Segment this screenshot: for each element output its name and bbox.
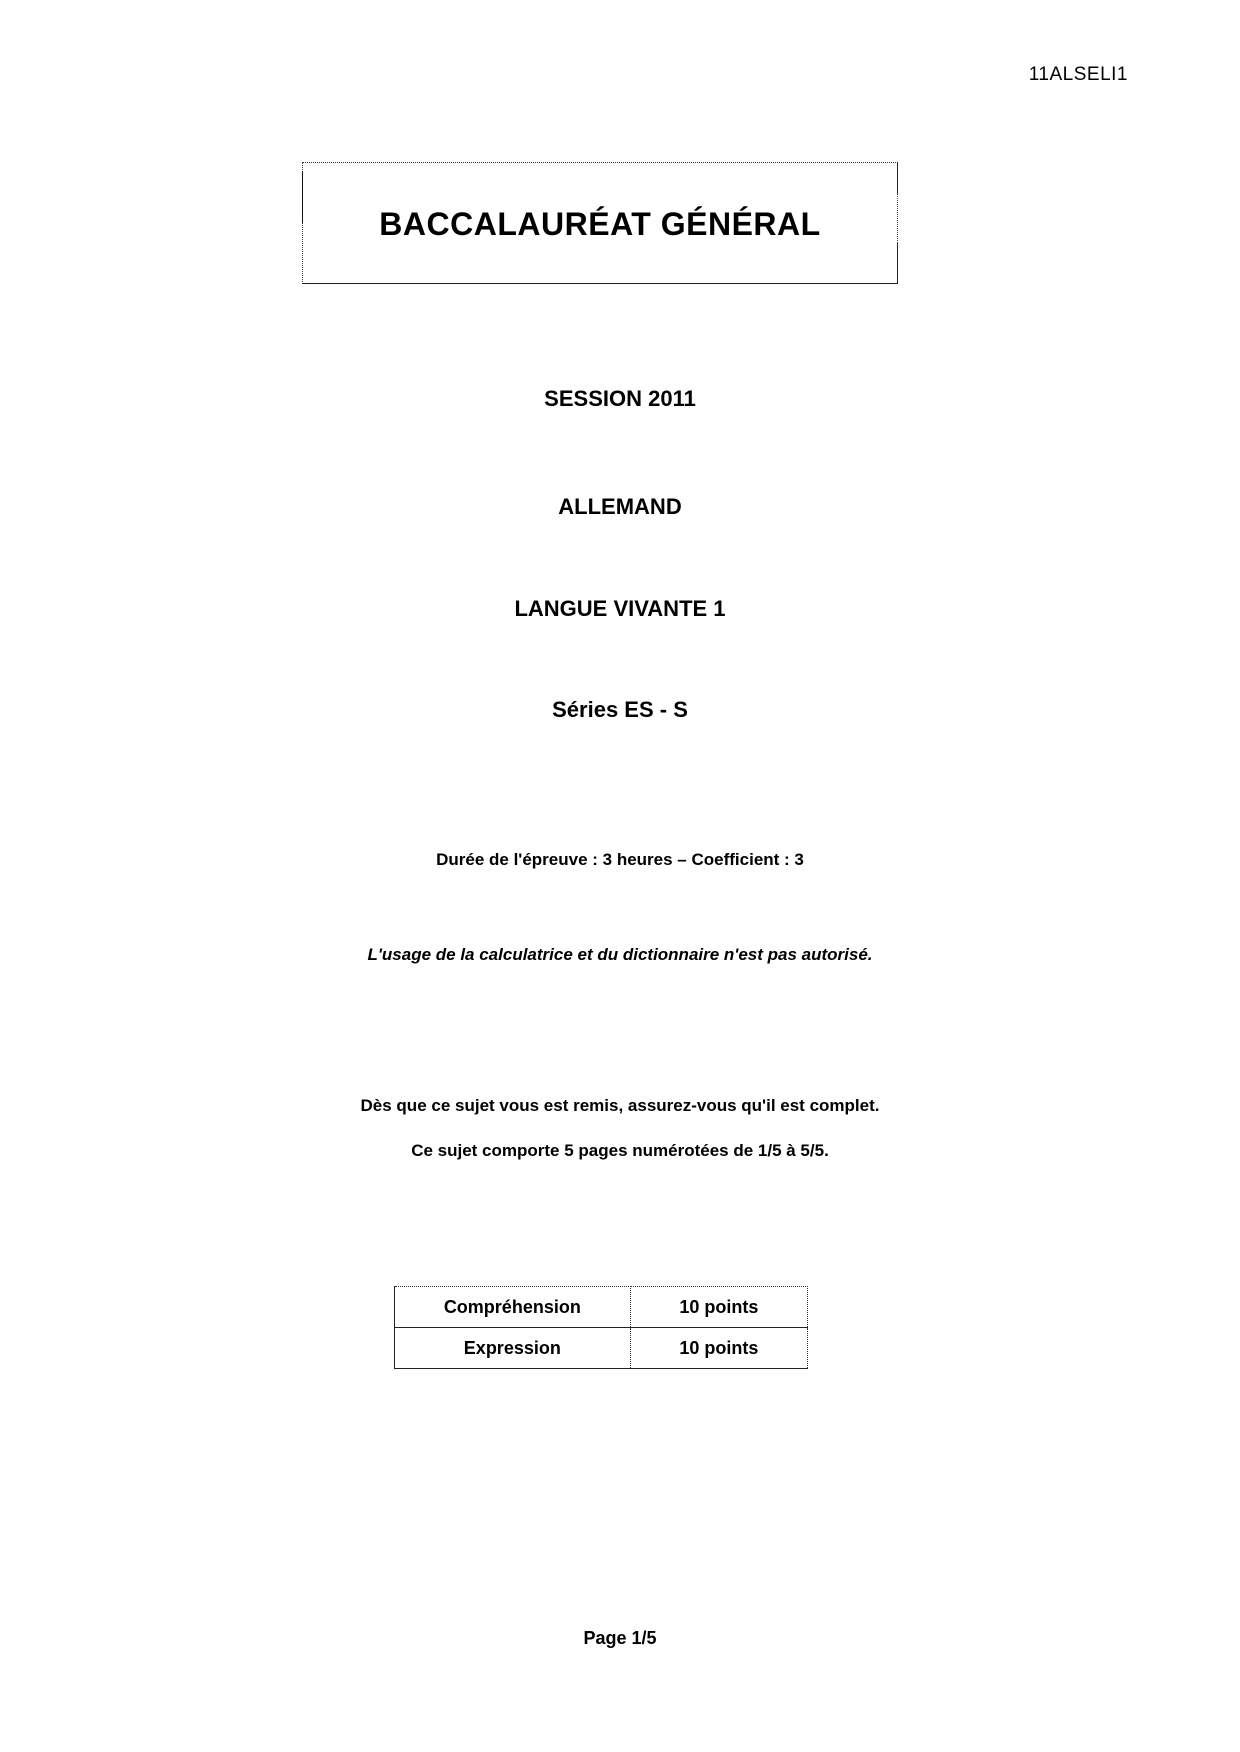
document-code: 11ALSELI1 bbox=[1028, 64, 1128, 85]
table-row bbox=[395, 1328, 808, 1369]
scoring-table bbox=[394, 1286, 808, 1369]
scoring-label-cell: Expression bbox=[395, 1328, 631, 1369]
series-label: Séries ES - S bbox=[552, 697, 688, 722]
table-row bbox=[395, 1287, 808, 1328]
page-number: Page 1/5 bbox=[583, 1628, 657, 1648]
scoring-label-cell: Compréhension bbox=[395, 1287, 631, 1328]
usage-notice: L'usage de la calculatrice et du dictionnaire n'est pas autorisé. bbox=[367, 945, 873, 964]
completeness-notice: Dès que ce sujet vous est remis, assurez-vous qu'il est complet. bbox=[360, 1096, 880, 1115]
main-title: BACCALAURÉAT GÉNÉRAL bbox=[379, 205, 821, 242]
scoring-points-cell: 10 points bbox=[630, 1287, 807, 1328]
duration-line: Durée de l'épreuve : 3 heures – Coefficient : 3 bbox=[436, 850, 804, 869]
scoring-points-cell: 10 points bbox=[630, 1328, 807, 1369]
page-count-notice: Ce sujet comporte 5 pages numérotées de 1/5 à 5/5. bbox=[411, 1141, 829, 1160]
session-label: SESSION 2011 bbox=[544, 386, 696, 411]
subject-label: ALLEMAND bbox=[558, 494, 682, 519]
language-level-label: LANGUE VIVANTE 1 bbox=[514, 596, 726, 621]
title-box bbox=[302, 162, 898, 284]
